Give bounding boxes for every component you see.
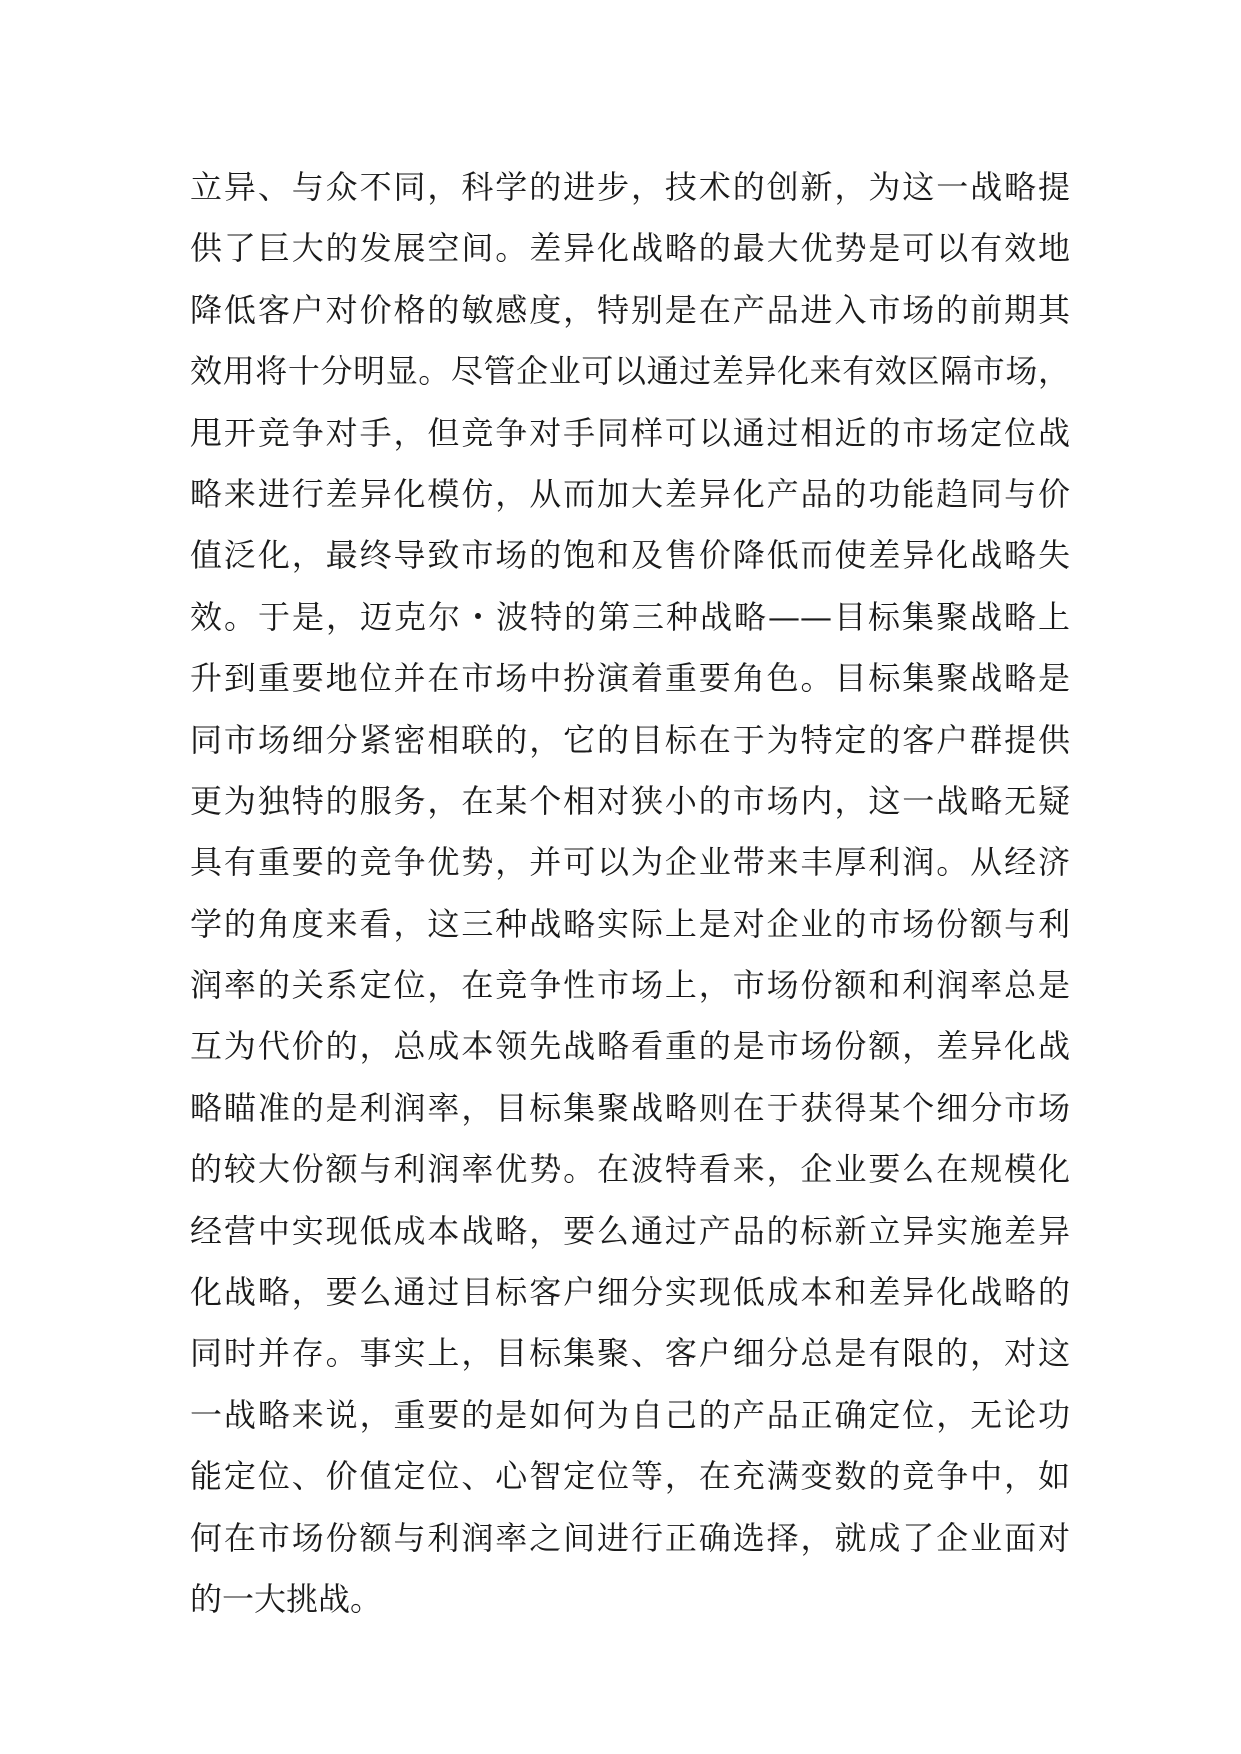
text-line: 甩开竞争对手，但竞争对手同样可以通过相近的市场定位战: [190, 413, 1070, 452]
text-line: 供了巨大的发展空间。差异化战略的最大优势是可以有效地: [190, 229, 1070, 268]
text-line: 略瞄准的是利润率，目标集聚战略则在于获得某个细分市场: [190, 1088, 1070, 1127]
text-line: 化战略，要么通过目标客户细分实现低成本和差异化战略的: [190, 1273, 1070, 1312]
text-line: 效。于是，迈克尔・波特的第三种战略——目标集聚战略上: [190, 597, 1070, 636]
text-line: 效用将十分明显。尽管企业可以通过差异化来有效区隔市场，: [190, 352, 1070, 391]
text-line: 何在市场份额与利润率之间进行正确选择，就成了企业面对: [190, 1518, 1070, 1557]
text-line: 学的角度来看，这三种战略实际上是对企业的市场份额与利: [190, 904, 1070, 943]
text-line: 更为独特的服务，在某个相对狭小的市场内，这一战略无疑: [190, 781, 1070, 820]
text-line: 略来进行差异化模仿，从而加大差异化产品的功能趋同与价: [190, 474, 1070, 513]
text-line: 润率的关系定位，在竞争性市场上，市场份额和利润率总是: [190, 966, 1070, 1005]
text-line: 具有重要的竞争优势，并可以为企业带来丰厚利润。从经济: [190, 843, 1070, 882]
text-line: 经营中实现低成本战略，要么通过产品的标新立异实施差异: [190, 1211, 1070, 1250]
text-line: 升到重要地位并在市场中扮演着重要角色。目标集聚战略是: [190, 659, 1070, 698]
text-line: 立异、与众不同，科学的进步，技术的创新，为这一战略提: [190, 168, 1070, 206]
text-line: 一战略来说，重要的是如何为自己的产品正确定位，无论功: [190, 1395, 1070, 1434]
text-line: 同时并存。事实上，目标集聚、客户细分总是有限的，对这: [190, 1334, 1070, 1373]
text-line: 值泛化，最终导致市场的饱和及售价降低而使差异化战略失: [190, 536, 1070, 575]
body-paragraph: [190, 157, 1070, 1630]
text-line: 的较大份额与利润率优势。在波特看来，企业要么在规模化: [190, 1150, 1070, 1189]
text-line: 能定位、价值定位、心智定位等，在充满变数的竞争中，如: [190, 1457, 1070, 1496]
text-line: 互为代价的，总成本领先战略看重的是市场份额，差异化战: [190, 1027, 1070, 1066]
text-line: 降低客户对价格的敏感度，特别是在产品进入市场的前期其: [190, 290, 1070, 329]
text-line: 的一大挑战。: [190, 1579, 383, 1618]
text-line: 同市场细分紧密相联的，它的目标在于为特定的客户群提供: [190, 720, 1070, 759]
